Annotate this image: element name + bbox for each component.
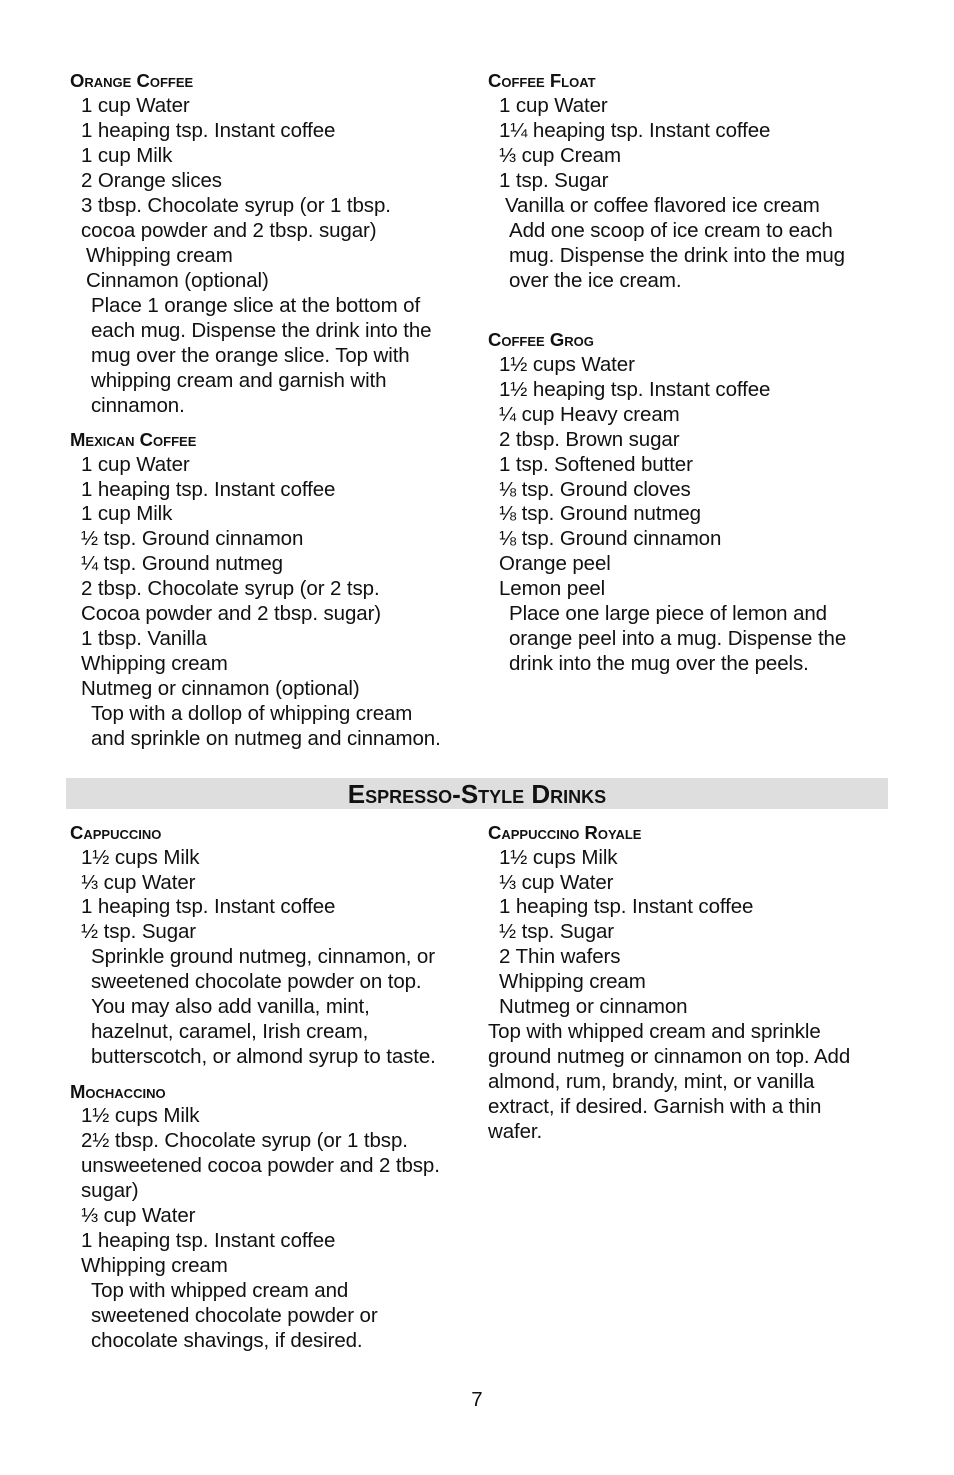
recipe-instructions: butterscotch, or almond syrup to taste.	[91, 1045, 436, 1068]
page-number: 7	[471, 1388, 483, 1411]
recipe-line: Vanilla or coffee flavored ice cream	[505, 194, 820, 217]
recipe-instructions: and sprinkle on nutmeg and cinnamon.	[91, 727, 441, 750]
recipe-title: Mexican Coffee	[70, 429, 197, 450]
recipe-line: 2 tbsp. Brown sugar	[499, 428, 680, 451]
recipe-instructions: Top with whipped cream and	[91, 1279, 349, 1302]
recipe-line: Whipping cream	[499, 970, 646, 993]
recipe-instructions: Add one scoop of ice cream to each	[509, 219, 833, 242]
recipe-instructions: wafer.	[488, 1120, 543, 1143]
recipe-line: 1½ cups Milk	[81, 1104, 200, 1127]
recipe-instructions: drink into the mug over the peels.	[509, 652, 809, 675]
recipe-line: ⅓ cup Water	[499, 871, 614, 894]
recipe-instructions: Place 1 orange slice at the bottom of	[91, 294, 421, 317]
recipe-line: 1 cup Water	[499, 94, 608, 117]
recipe-instructions: Top with whipped cream and sprinkle	[488, 1020, 821, 1043]
recipe-line: 3 tbsp. Chocolate syrup (or 1 tbsp.	[81, 194, 391, 217]
recipe-line: 1 heaping tsp. Instant coffee	[81, 119, 336, 142]
recipe-line: 1½ cups Water	[499, 353, 635, 376]
recipe-title: Coffee Grog	[488, 329, 594, 350]
recipe-instructions: Top with a dollop of whipping cream	[91, 702, 413, 725]
recipe-line: 1 cup Water	[81, 453, 190, 476]
recipe-line: 1 heaping tsp. Instant coffee	[81, 1229, 336, 1252]
recipe-instructions: sweetened chocolate powder on top.	[91, 970, 422, 993]
recipe-line: Cocoa powder and 2 tbsp. sugar)	[81, 602, 382, 625]
recipe-line: Lemon peel	[499, 577, 606, 600]
recipe-line: Cinnamon (optional)	[86, 269, 269, 292]
recipe-instructions: You may also add vanilla, mint,	[91, 995, 370, 1018]
recipe-instructions: whipping cream and garnish with	[91, 369, 387, 392]
recipe-line: ⅓ cup Water	[81, 871, 196, 894]
recipe-title: Cappuccino	[70, 822, 162, 843]
recipe-title: Orange Coffee	[70, 70, 194, 91]
recipe-line: Whipping cream	[81, 652, 228, 675]
recipe-instructions: chocolate shavings, if desired.	[91, 1329, 363, 1352]
recipe-instructions: Sprinkle ground nutmeg, cinnamon, or	[91, 945, 435, 968]
recipe-line: 1½ heaping tsp. Instant coffee	[499, 378, 771, 401]
recipe-title: Cappuccino Royale	[488, 822, 642, 843]
recipe-line: ½ tsp. Ground cinnamon	[81, 527, 304, 550]
recipe-instructions: cinnamon.	[91, 394, 185, 417]
recipe-line: 1 tsp. Softened butter	[499, 453, 693, 476]
recipe-instructions: ground nutmeg or cinnamon on top. Add	[488, 1045, 851, 1068]
recipe-line: cocoa powder and 2 tbsp. sugar)	[81, 219, 377, 242]
recipe-line: sugar)	[81, 1179, 139, 1202]
recipe-instructions: over the ice cream.	[509, 269, 682, 292]
recipe-line: ¼ cup Heavy cream	[499, 403, 680, 426]
recipe-line: 1¼ heaping tsp. Instant coffee	[499, 119, 771, 142]
recipe-line: 1½ cups Milk	[81, 846, 200, 869]
recipe-line: ⅛ tsp. Ground cinnamon	[499, 527, 722, 550]
recipe-line: Orange peel	[499, 552, 611, 575]
recipe-line: Whipping cream	[81, 1254, 228, 1277]
recipe-instructions: mug. Dispense the drink into the mug	[509, 244, 845, 267]
recipe-line: 2 Thin wafers	[499, 945, 621, 968]
recipe-line: 1 heaping tsp. Instant coffee	[499, 895, 754, 918]
recipe-line: 2 tbsp. Chocolate syrup (or 2 tsp.	[81, 577, 380, 600]
recipe-line: ⅓ cup Water	[81, 1204, 196, 1227]
recipe-instructions: each mug. Dispense the drink into the	[91, 319, 432, 342]
recipe-line: 2½ tbsp. Chocolate syrup (or 1 tbsp.	[81, 1129, 408, 1152]
recipe-line: 1 cup Milk	[81, 144, 173, 167]
recipe-title: Mochaccino	[70, 1081, 166, 1102]
recipe-line: 1 tsp. Sugar	[499, 169, 609, 192]
recipe-line: Nutmeg or cinnamon	[499, 995, 688, 1018]
recipe-line: ⅛ tsp. Ground cloves	[499, 478, 691, 501]
recipe-line: 2 Orange slices	[81, 169, 222, 192]
recipe-line: ⅛ tsp. Ground nutmeg	[499, 502, 701, 525]
recipe-instructions: mug over the orange slice. Top with	[91, 344, 410, 367]
recipe-instructions: extract, if desired. Garnish with a thin	[488, 1095, 822, 1118]
recipe-line: unsweetened cocoa powder and 2 tbsp.	[81, 1154, 440, 1177]
recipe-line: 1 cup Milk	[81, 502, 173, 525]
section-header-band	[66, 778, 888, 809]
recipe-line: ⅓ cup Cream	[499, 144, 621, 167]
recipe-line: Whipping cream	[86, 244, 233, 267]
recipe-line: 1½ cups Milk	[499, 846, 618, 869]
section-title: Espresso-Style Drinks	[347, 779, 607, 809]
recipe-line: 1 heaping tsp. Instant coffee	[81, 895, 336, 918]
recipe-instructions: sweetened chocolate powder or	[91, 1304, 378, 1327]
recipe-instructions: almond, rum, brandy, mint, or vanilla	[488, 1070, 815, 1093]
recipe-instructions: hazelnut, caramel, Irish cream,	[91, 1020, 369, 1043]
recipe-line: 1 heaping tsp. Instant coffee	[81, 478, 336, 501]
recipe-instructions: orange peel into a mug. Dispense the	[509, 627, 847, 650]
recipe-title: Coffee Float	[488, 70, 596, 91]
recipe-line: Nutmeg or cinnamon (optional)	[81, 677, 360, 700]
recipe-line: ¼ tsp. Ground nutmeg	[81, 552, 283, 575]
recipe-line: 1 tbsp. Vanilla	[81, 627, 207, 650]
recipe-instructions: Place one large piece of lemon and	[509, 602, 827, 625]
recipe-line: ½ tsp. Sugar	[499, 920, 615, 943]
recipe-line: ½ tsp. Sugar	[81, 920, 197, 943]
recipe-line: 1 cup Water	[81, 94, 190, 117]
